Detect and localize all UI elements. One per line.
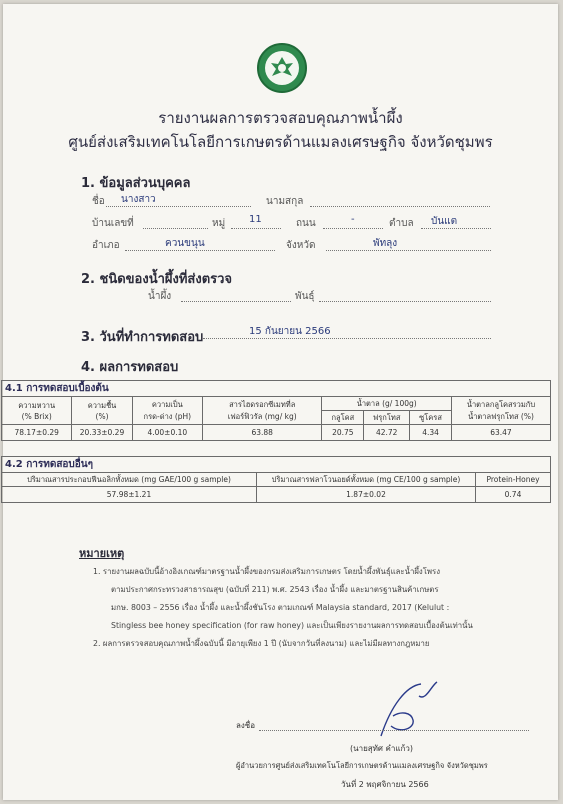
table1-title: 4.1 การทดสอบเบื้องต้น: [2, 381, 551, 397]
province-value: พัทลุง: [373, 238, 398, 249]
note2: 2. ผลการตรวจสอบคุณภาพน้ำผึ้งฉบับนี้ มีอายุเพียง 1 ปี (นับจากวันที่ลงนาม) และไม่มีผลทางกฎหมาย: [93, 639, 430, 648]
col-glucose-header: กลูโคส: [322, 411, 364, 425]
col-ph-header: ความเป็น กรด-ด่าง (pH): [132, 397, 202, 425]
species-label: พันธุ์: [295, 291, 315, 302]
road-value: -: [351, 214, 355, 225]
cell-fructose: 42.72: [364, 425, 410, 441]
section1-heading: 1. ข้อมูลส่วนบุคคล: [81, 176, 191, 191]
sign-label: ลงชื่อ: [236, 721, 256, 730]
note1-line1: 1. รายงานผลฉบับนี้อ้างอิงเกณฑ์มาตรฐานน้ำผึ้งของกรมส่งเสริมการเกษตร โดยน้ำผึ้งพันธุ์และน้ำผึ้งโพรง: [93, 567, 441, 576]
road-label: ถนน: [296, 218, 316, 229]
col-moisture-header: ความชื้น (%): [72, 397, 132, 425]
signature-date: วันที่ 2 พฤศจิกายน 2566: [341, 780, 429, 789]
cell-glucose: 20.75: [322, 425, 364, 441]
note1-line3: มกษ. 8003 – 2556 เรื่อง น้ำผึ้ง และน้ำผึ้งชันโรง ตามเกณฑ์ Malaysia standard, 2017 (Kelulut :: [111, 603, 450, 612]
col-sugar-header: น้ำตาล (g/ 100g): [322, 397, 452, 411]
col-sucrose-header: ซูโครส: [410, 411, 452, 425]
cell-total-sugar: 63.47: [451, 425, 550, 441]
surname-label: นามสกุล: [266, 196, 304, 207]
amphoe-label: อำเภอ: [92, 240, 120, 251]
report-title: รายงานผลการตรวจสอบคุณภาพน้ำผึ้ง: [158, 109, 403, 127]
cell-moisture: 20.33±0.29: [72, 425, 132, 441]
col-brix-header: ความหวาน (% Brix): [2, 397, 72, 425]
section4-heading: 4. ผลการทดสอบ: [81, 360, 179, 375]
name-value: นางสาว: [121, 194, 156, 205]
document-page: [3, 4, 558, 800]
col-fructose-header: ฟรุกโทส: [364, 411, 410, 425]
report-subtitle: ศูนย์ส่งเสริมเทคโนโลยีการเกษตรด้านแมลงเศรษฐกิจ จังหวัดชุมพร: [68, 133, 493, 151]
honey-label: น้ำผึ้ง: [148, 291, 172, 302]
cell-flavonoid: 1.87±0.02: [257, 487, 476, 503]
col-flavonoid-header: ปริมาณสารฟลาโวนอยด์ทั้งหมด (mg CE/100 g sample): [257, 473, 476, 487]
name-label: ชื่อ: [92, 196, 105, 207]
notes-heading: หมายเหตุ: [79, 547, 125, 560]
signer-name: (นายสุทัศ คำแก้ว): [350, 744, 414, 753]
amphoe-value: ควนขนุน: [165, 238, 205, 249]
cell-phenolic: 57.98±1.21: [2, 487, 257, 503]
section3-heading: 3. วันที่ทำการทดสอบ: [81, 330, 204, 345]
test-date-value: 15 กันยายน 2566: [249, 326, 331, 337]
col-hmf-header: สารไฮดรอกซีเมทที่ล เฟอร์ฟิวรัล (mg/ kg): [203, 397, 322, 425]
tambon-value: บันแต: [431, 216, 458, 227]
cell-protein: 0.74: [476, 487, 551, 503]
cell-ph: 4.00±0.10: [132, 425, 202, 441]
cell-brix: 78.17±0.29: [2, 425, 72, 441]
house-number-label: บ้านเลขที่: [92, 218, 134, 229]
table2-title: 4.2 การทดสอบอื่นๆ: [2, 457, 551, 473]
note1-line4: Stingless bee honey specification (for raw honey) และเป็นเพียงรายงานผลการทดสอบเบื้องต้นเท่านั้น: [111, 621, 473, 630]
moo-value: 11: [249, 214, 262, 225]
cell-hmf: 63.88: [203, 425, 322, 441]
basic-test-table: [1, 380, 551, 441]
signer-position: ผู้อำนวยการศูนย์ส่งเสริมเทคโนโลยีการเกษตรด้านแมลงเศรษฐกิจ จังหวัดชุมพร: [236, 761, 488, 770]
province-label: จังหวัด: [286, 240, 316, 251]
cell-sucrose: 4.34: [410, 425, 452, 441]
section2-heading: 2. ชนิดของน้ำผึ้งที่ส่งตรวจ: [81, 272, 233, 287]
note1-line2: ตามประกาศกระทรวงสาธารณสุข (ฉบับที่ 211) พ.ศ. 2543 เรื่อง น้ำผึ้ง และมาตรฐานสินค้าเกษตร: [111, 585, 439, 594]
other-test-table: [1, 456, 551, 503]
col-total-sugar-header: น้ำตาลกลูโคสรวมกับ น้ำตาลฟรุกโทส (%): [451, 397, 550, 425]
tambon-label: ตำบล: [389, 218, 414, 229]
department-logo-seal: [257, 43, 307, 93]
signature-mark: [371, 676, 441, 746]
moo-label: หมู่: [212, 218, 226, 229]
col-phenolic-header: ปริมาณสารประกอบฟีนอลิกทั้งหมด (mg GAE/100 g sample): [2, 473, 257, 487]
col-protein-header: Protein-Honey: [476, 473, 551, 487]
